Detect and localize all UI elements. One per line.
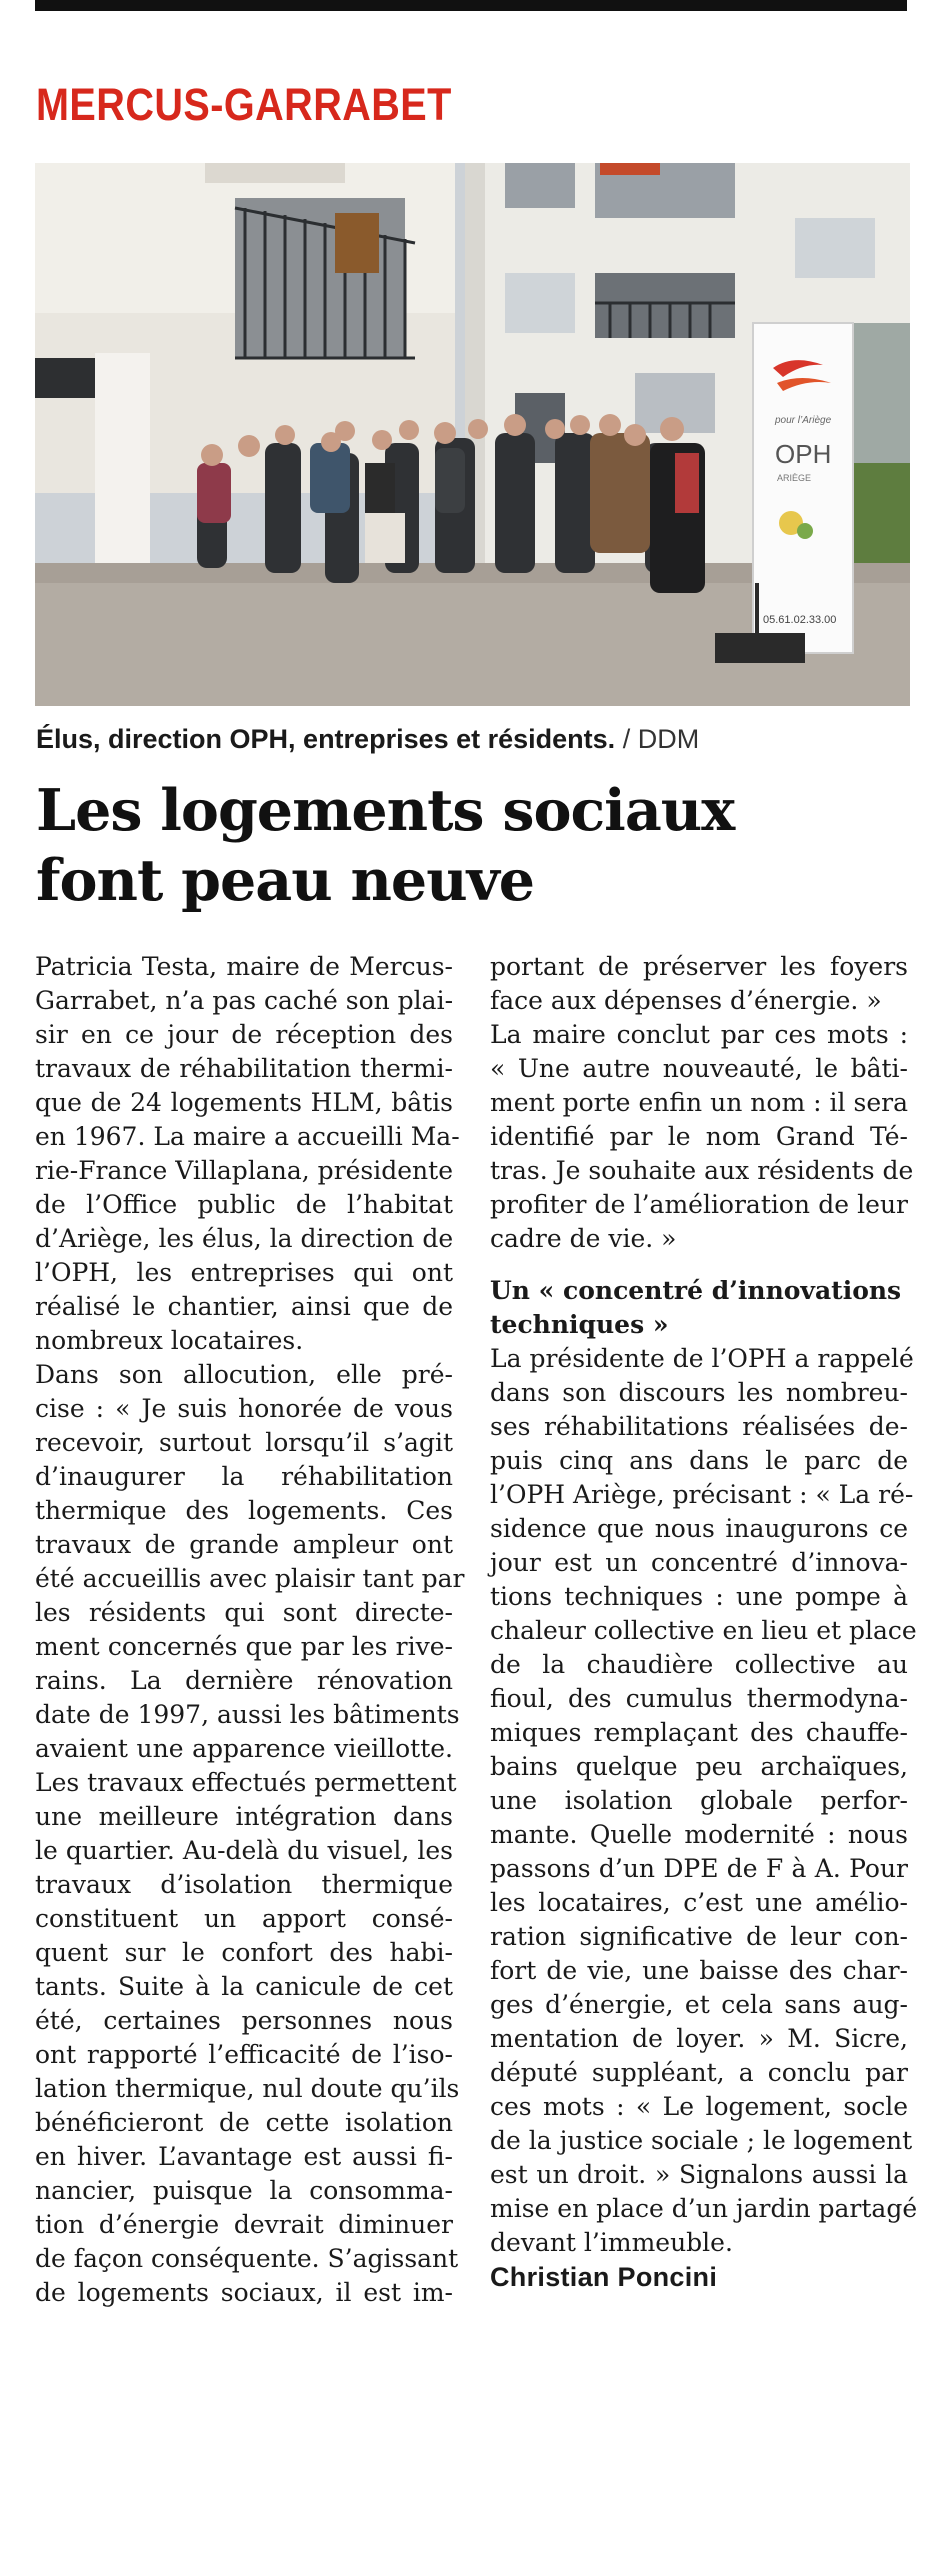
body-line: chaleur collective en lieu et place (490, 1616, 917, 1645)
body-line: ses réhabilitations réalisées de- (490, 1412, 908, 1441)
body-line: ont rapporté l’efficacité de l’iso- (35, 2040, 453, 2069)
banner-phone: 05.61.02.33.00 (763, 614, 837, 626)
body-line: bains quelque peu archaïques, (490, 1752, 908, 1781)
body-line: ment concernés que par les rive- (35, 1632, 453, 1661)
body-line: ces mots : « Le logement, socle (490, 2092, 908, 2121)
byline: Christian Poncini (490, 2262, 718, 2292)
body-line: l’OPH, les entreprises qui ont (35, 1258, 453, 1287)
body-line: profiter de l’amélioration de leur (490, 1190, 908, 1219)
body-line: les locataires, c’est une amélio- (490, 1888, 908, 1917)
body-line: Patricia Testa, maire de Mercus- (35, 952, 453, 981)
body-line: député suppléant, a conclu par (490, 2058, 908, 2087)
caption-text: Élus, direction OPH, entreprises et résidents. (36, 724, 616, 754)
body-line: portant de préserver les foyers (490, 952, 908, 981)
body-line: travaux de grande ampleur ont (35, 1530, 453, 1559)
body-line: avaient une apparence vieillotte. (35, 1734, 453, 1763)
body-line: de logements sociaux, il est im- (35, 2278, 453, 2307)
headline-line: Les logements sociaux (36, 777, 735, 844)
body-line: réalisé le chantier, ainsi que de (35, 1292, 453, 1321)
paragraph-gap (490, 1256, 908, 1274)
body-line: passons d’un DPE de F à A. Pour (490, 1854, 908, 1883)
body-line: quent sur le confort des habi- (35, 1938, 453, 1967)
body-line: tras. Je souhaite aux résidents de (490, 1156, 914, 1185)
body-line: thermique des logements. Ces (35, 1496, 453, 1525)
body-line: une meilleure intégration dans (35, 1802, 453, 1831)
svg-text:pour l’Ariège: pour l’Ariège (775, 415, 832, 426)
body-line: le quartier. Au-delà du visuel, les (35, 1836, 453, 1865)
body-line: nombreux locataires. (35, 1326, 304, 1355)
body-line: cadre de vie. » (490, 1224, 677, 1253)
body-line: bénéficieront de cette isolation (35, 2108, 453, 2137)
body-line: d’inaugurer la réhabilitation (35, 1462, 453, 1491)
body-line: puis cinq ans dans le parc de (490, 1446, 908, 1475)
body-line: été, certaines personnes nous (35, 2006, 453, 2035)
body-line: travaux d’isolation thermique (35, 1870, 453, 1899)
body-line: que de 24 logements HLM, bâtis (35, 1088, 453, 1117)
body-line: « Une autre nouveauté, le bâti- (490, 1054, 908, 1083)
body-line: tants. Suite à la canicule de cet (35, 1972, 453, 2001)
body-line: face aux dépenses d’énergie. » (490, 986, 882, 1015)
article-photo (35, 163, 910, 706)
body-line: rains. La dernière rénovation (35, 1666, 453, 1695)
body-line: d’Ariège, les élus, la direction de (35, 1224, 454, 1253)
photo-caption (36, 723, 699, 755)
body-line: cise : « Je suis honorée de vous (35, 1394, 453, 1423)
body-line: La maire conclut par ces mots : (490, 1020, 908, 1049)
body-line: constituent un apport consé- (35, 1904, 453, 1933)
body-line: dans son discours les nombreu- (490, 1378, 908, 1407)
body-line: de façon conséquente. S’agissant (35, 2244, 459, 2273)
body-line: sir en ce jour de réception des (35, 1020, 453, 1049)
body-line: l’OPH Ariège, précisant : « La ré- (490, 1480, 914, 1509)
body-line: de la justice sociale ; le logement (490, 2126, 913, 2155)
body-line: devant l’immeuble. (490, 2228, 733, 2257)
banner-sub: ARIÈGE (777, 473, 812, 483)
body-line: jour est un concentré d’innova- (490, 1548, 908, 1577)
body-line: travaux de réhabilitation thermi- (35, 1054, 453, 1083)
body-line: fort de vie, une baisse des char- (490, 1956, 908, 1985)
body-line: en hiver. L’avantage est aussi fi- (35, 2142, 453, 2171)
body-line: Garrabet, n’a pas caché son plai- (35, 986, 454, 1015)
body-line: ration significative de leur con- (490, 1922, 908, 1951)
body-line: mentation de loyer. » M. Sicre, (490, 2024, 908, 2053)
subheading-line: techniques » (490, 1310, 669, 1339)
body-line: est un droit. » Signalons aussi la (490, 2160, 908, 2189)
body-line: identifié par le nom Grand Té- (490, 1122, 908, 1151)
body-line: lation thermique, nul doute qu’ils (35, 2074, 460, 2103)
section-kicker: MERCUS-GARRABET (36, 79, 452, 130)
body-line: mise en place d’un jardin partagé (490, 2194, 918, 2223)
article-column-1 (35, 950, 465, 2310)
body-line: date de 1997, aussi les bâtiments (35, 1700, 460, 1729)
subheading-line: Un « concentré d’innovations (490, 1276, 902, 1305)
body-line: ment porte enfin un nom : il sera (490, 1088, 908, 1117)
body-line: une isolation globale perfor- (490, 1786, 908, 1815)
body-line: sidence que nous inaugurons ce (490, 1514, 908, 1543)
top-rule (35, 0, 907, 11)
body-line: miques remplaçant des chauffe- (490, 1718, 908, 1747)
body-line: de la chaudière collective au (490, 1650, 908, 1679)
article-headline (36, 776, 906, 916)
article-column-2 (490, 950, 918, 2294)
body-line: été accueillis avec plaisir tant par (35, 1564, 465, 1593)
body-line: les résidents qui sont directe- (35, 1598, 453, 1627)
headline-line: font peau neuve (36, 847, 535, 914)
body-line: nancier, puisque la consomma- (35, 2176, 453, 2205)
body-line: rie-France Villaplana, présidente (35, 1156, 453, 1185)
body-line: fioul, des cumulus thermodyna- (490, 1684, 908, 1713)
banner-brand: OPH (775, 439, 832, 469)
caption-credit: / DDM (615, 724, 700, 754)
body-line: en 1967. La maire a accueilli Ma- (35, 1122, 460, 1151)
body-line: recevoir, surtout lorsqu’il s’agit (35, 1428, 453, 1457)
body-line: Dans son allocution, elle pré- (35, 1360, 453, 1389)
body-line: ges d’énergie, et cela sans aug- (490, 1990, 908, 2019)
body-line: La présidente de l’OPH a rappelé (490, 1344, 914, 1373)
body-line: de l’Office public de l’habitat (35, 1190, 453, 1219)
body-line: Les travaux effectués permettent (35, 1768, 457, 1797)
body-line: tions techniques : une pompe à (490, 1582, 908, 1611)
body-line: mante. Quelle modernité : nous (490, 1820, 908, 1849)
body-line: tion d’énergie devrait diminuer (35, 2210, 453, 2239)
